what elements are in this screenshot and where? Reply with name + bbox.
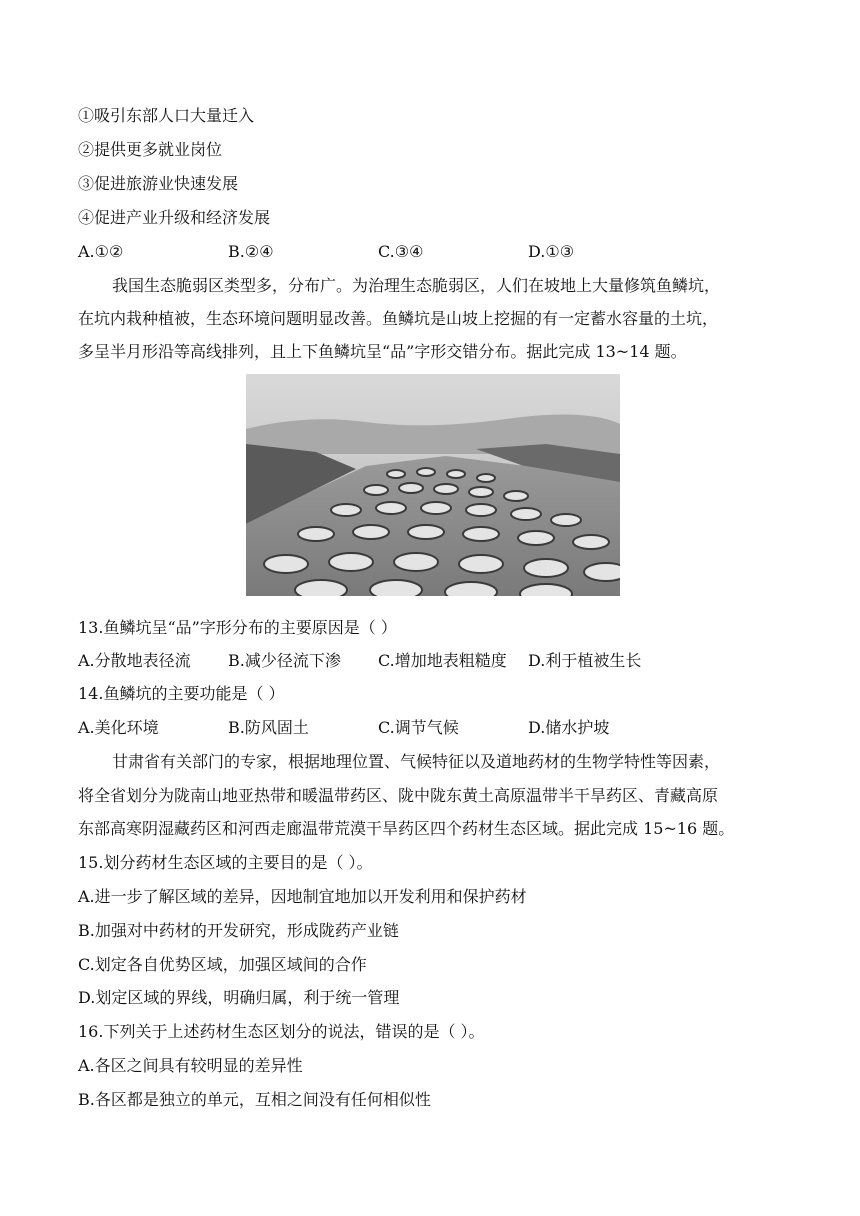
q16-choice-b: B.各区都是独立的单元，互相之间没有任何相似性 <box>78 1090 431 1109</box>
q16-choice-a: A.各区之间具有较明显的差异性 <box>78 1056 303 1075</box>
passage2-line-3: 东部高寒阴湿藏药区和河西走廊温带荒漠干旱药区四个药材生态区域。据此完成 15~16 题。 <box>78 819 735 838</box>
intro-item-4: ④促进产业升级和经济发展 <box>78 208 271 227</box>
q14-stem: 14.鱼鳞坑的主要功能是（ ） <box>78 684 285 703</box>
intro-choice-b: B.②④ <box>228 242 274 261</box>
passage1-line-1: 我国生态脆弱区类型多，分布广。为治理生态脆弱区，人们在坡地上大量修筑鱼鳞坑， <box>112 276 721 295</box>
q14-choice-b: B.防风固土 <box>228 718 309 737</box>
intro-choice-c: C.③④ <box>378 242 424 261</box>
intro-choice-d: D.①③ <box>528 242 575 261</box>
q13-choice-a: A.分散地表径流 <box>78 651 191 670</box>
intro-choice-a: A.①② <box>78 242 124 261</box>
passage1-line-3: 多呈半月形沿等高线排列，且上下鱼鳞坑呈“品”字形交错分布。据此完成 13~14 题。 <box>78 342 687 361</box>
intro-item-1: ①吸引东部人口大量迁入 <box>78 106 255 125</box>
q14-choice-d: D.储水护坡 <box>528 718 610 737</box>
q15-choice-c: C.划定各自优势区域，加强区域间的合作 <box>78 955 367 974</box>
q13-choice-c: C.增加地表粗糙度 <box>378 651 507 670</box>
q15-stem: 15.划分药材生态区域的主要目的是（ ）。 <box>78 853 373 872</box>
q13-choice-b: B.减少径流下渗 <box>228 651 341 670</box>
passage2-line-2: 将全省划分为陇南山地亚热带和暖温带药区、陇中陇东黄土高原温带半干旱药区、青藏高原 <box>78 786 719 805</box>
q13-choice-d: D.利于植被生长 <box>528 651 642 670</box>
q14-choice-a: A.美化环境 <box>78 718 159 737</box>
q15-choice-d: D.划定区域的界线，明确归属，利于统一管理 <box>78 988 400 1007</box>
passage1-line-2: 在坑内栽种植被，生态环境问题明显改善。鱼鳞坑是山坡上挖掘的有一定蓄水容量的土坑， <box>78 309 719 328</box>
q15-choice-a: A.进一步了解区域的差异，因地制宜地加以开发利用和保护药材 <box>78 887 527 906</box>
fish-scale-pits-photo <box>246 374 620 596</box>
q16-stem: 16.下列关于上述药材生态区划分的说法，错误的是（ ）。 <box>78 1022 485 1041</box>
intro-item-3: ③促进旅游业快速发展 <box>78 174 239 193</box>
q15-choice-b: B.加强对中药材的开发研究，形成陇药产业链 <box>78 921 399 940</box>
intro-item-2: ②提供更多就业岗位 <box>78 140 223 159</box>
q14-choice-c: C.调节气候 <box>378 718 459 737</box>
passage2-line-1: 甘肃省有关部门的专家，根据地理位置、气候特征以及道地药材的生物学特性等因素， <box>112 752 721 771</box>
q13-stem: 13.鱼鳞坑呈“品”字形分布的主要原因是（ ） <box>78 618 397 637</box>
